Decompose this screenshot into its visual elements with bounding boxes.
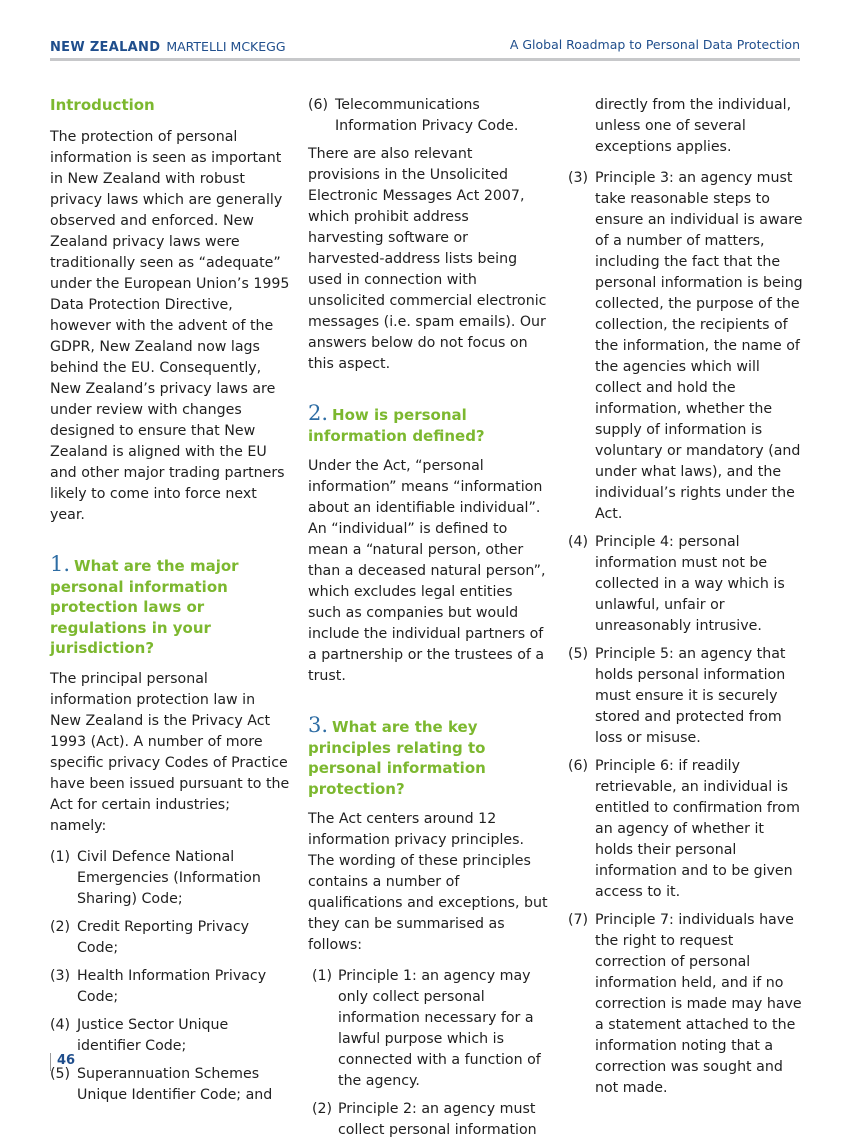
list-item-text: Civil Defence National Emergencies (Information Sharing) Code; — [77, 848, 261, 907]
list-item-number: (6) — [308, 97, 329, 113]
list-item — [50, 847, 290, 910]
list-item-text: Principle 5: an agency that holds personal information must ensure it is securely stored and protected from loss or misuse. — [595, 646, 786, 746]
list-item-number: (6) — [568, 758, 589, 774]
list-item — [568, 532, 804, 637]
header-firm: MARTELLI MCKEGG — [166, 39, 286, 54]
principles-list — [308, 966, 548, 1141]
list-item-text: Principle 3: an agency must take reasonable steps to ensure an individual is aware of a number of matters, including the fact that the personal information is being collected, the purpose of the collection, the recipients of the information, the name of the agencies which will collect and hold the information, whether the supply of information is voluntary or mandatory (and under what laws), and the individual’s rights under the Act. — [595, 170, 803, 522]
list-item-text: Principle 2: an agency must collect personal information — [338, 1101, 537, 1138]
list-item-number: (5) — [568, 646, 589, 662]
list-item-number: (4) — [50, 1016, 71, 1033]
list-item-text: Principle 6: if readily retrievable, an individual is entitled to confirmation from an agency of whether it holds their personal information and to be given access to it. — [595, 758, 800, 900]
list-item — [568, 644, 804, 749]
principle-2-continuation: directly from the individual, unless one of several exceptions applies. — [595, 97, 792, 155]
question-1-heading — [50, 554, 290, 659]
column-2 — [308, 95, 548, 1148]
list-item-text: Principle 4: personal information must not be collected in a way which is unlawful, unfair or unreasonably intrusive. — [595, 534, 785, 634]
list-item-number: (7) — [568, 912, 589, 928]
list-item-number: (3) — [50, 967, 71, 984]
question-1-paragraph: The principal personal information protection law in New Zealand is the Privacy Act 1993 (Act). A number of more specific privacy Codes of Practice have been issued pursuant to the Act for certain industries; namely: — [50, 670, 290, 834]
list-item — [568, 910, 804, 1099]
question-3-heading — [308, 715, 548, 799]
list-item-text: Principle 1: an agency may only collect personal information necessary for a lawful purpose which is connected with a function of the agency. — [338, 968, 541, 1089]
column-1 — [50, 95, 290, 1113]
list-item — [50, 1064, 290, 1106]
list-item — [568, 168, 804, 525]
codes-list — [50, 847, 290, 1106]
list-item-number: (1) — [312, 968, 333, 984]
list-item-number: (1) — [50, 848, 71, 865]
list-item-text: Telecommunications Information Privacy Code. — [335, 97, 519, 134]
question-3-title: What are the key principles relating to personal information protection? — [308, 718, 486, 798]
question-3-number: 3. — [308, 713, 329, 737]
list-item-number: (2) — [312, 1101, 333, 1117]
list-item — [50, 917, 290, 959]
list-item-text: Justice Sector Unique identifier Code; — [77, 1016, 229, 1054]
introduction-paragraph: The protection of personal information is seen as important in New Zealand with robust privacy laws which are generally observed and enforced. New Zealand privacy laws were traditionally seen as “adequate” under the European Union’s 1995 Data Protection Directive, however with the advent of the GDPR, New Zealand now lags behind the EU. Consequently, New Zealand’s privacy laws are under review with changes designed to ensure that New Zealand is aligned with the EU and other major trading partners likely to come into force next year. — [50, 129, 290, 523]
list-item — [308, 966, 548, 1092]
list-item-text: Principle 7: individuals have the right to request correction of personal information held, and if no correction is made may have a statement attached to the information noting that a correction was sought and not made. — [595, 912, 802, 1096]
list-item — [308, 95, 548, 137]
header-publication-title: A Global Roadmap to Personal Data Protection — [509, 37, 800, 52]
list-item — [50, 1015, 290, 1057]
list-item — [568, 756, 804, 903]
column-3 — [568, 95, 804, 1106]
page-number: 46 — [50, 1053, 75, 1071]
introduction-heading: Introduction — [50, 96, 155, 114]
codes-list-continued — [308, 95, 548, 137]
question-2-paragraph: Under the Act, “personal information” means “information about an identifiable individual”. An “individual” is defined to mean a “natural person, other than a deceased natural person”, which excludes legal entities such as companies but would include the individual partners of a partnership or the trustees of a trust. — [308, 458, 546, 684]
relevant-provisions-paragraph: There are also relevant provisions in the Unsolicited Electronic Messages Act 2007, which prohibit address harvesting software or harvested-address lists being used in connection with unsolicited commercial electronic messages (i.e. spam emails). Our answers below do not focus on this aspect. — [308, 146, 547, 372]
question-2-heading — [308, 403, 548, 446]
question-1-number: 1. — [50, 552, 71, 576]
question-1-title: What are the major personal information protection laws or regulations in your jurisdiction? — [50, 557, 239, 657]
list-item-number: (3) — [568, 170, 589, 186]
list-item-number: (4) — [568, 534, 589, 550]
question-2-number: 2. — [308, 401, 329, 425]
header-country: NEW ZEALAND — [50, 40, 161, 55]
list-item-text: Health Information Privacy Code; — [77, 967, 267, 1005]
list-item — [308, 1099, 548, 1141]
list-item-number: (2) — [50, 918, 71, 935]
question-3-paragraph: The Act centers around 12 information privacy principles. The wording of these principles contains a number of qualifications and exceptions, but they can be summarised as follows: — [308, 811, 548, 953]
principles-list-continued — [568, 168, 804, 1099]
page-header — [50, 36, 800, 61]
list-item-text: Superannuation Schemes Unique Identifier Code; and — [77, 1065, 273, 1103]
list-item — [50, 966, 290, 1008]
list-item-text: Credit Reporting Privacy Code; — [77, 918, 250, 956]
list-item-number: (5) — [50, 1065, 71, 1082]
question-2-title: How is personal information defined? — [308, 406, 485, 445]
